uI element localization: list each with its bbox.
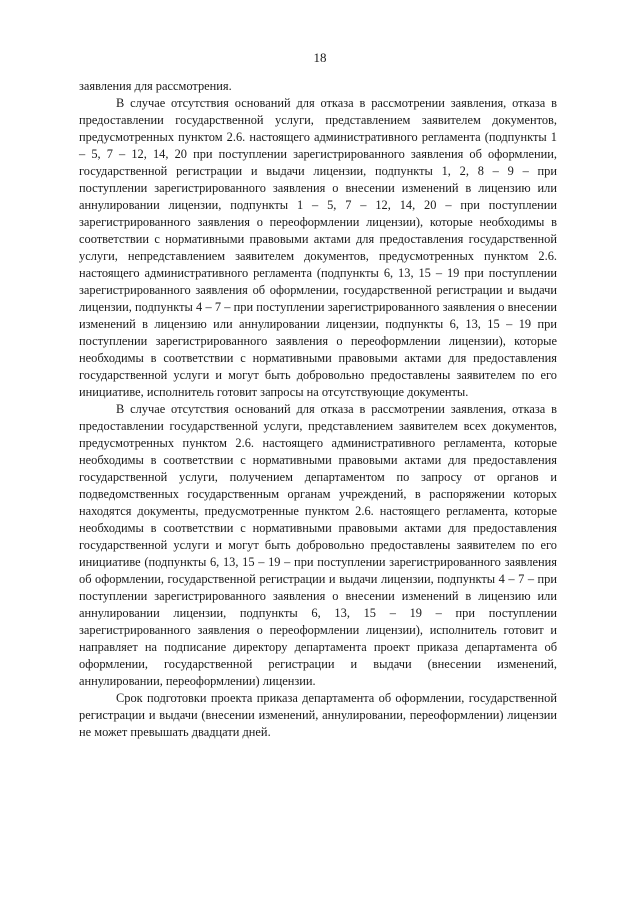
page-number: 18 (313, 50, 327, 65)
paragraph-prepare-order: В случае отсутствия оснований для отказа в рассмотрении заявления, отказа в предоставлении государственной услуги, представлением заявителем всех документов, предусмотренных пунктом 2.6. настоящего административного регламента, которые необходимы в соответствии с нормативными правовыми актами для предоставления государственной услуги, получением департаментом по запросу от органов и подведомственных государственным органам учреждений, в распоряжении которых находятся документы, предусмотренные пунктом 2.6. настоящего регламента, которые необходимы в соответствии с нормативными правовыми актами для предоставления государственной услуги и могут быть добровольно предоставлены заявителем по его инициативе (подпункты 6, 13, 15 – 19 – при поступлении зарегистрированного заявления об оформлении, государственной регистрации и выдачи лицензии, подпункты 4 – 7 – при поступлении зарегистрированного заявления о внесении изменений в лицензию или аннулировании лицензии, подпункты 6, 13, 15 – 19 – при поступлении зарегистрированного заявления о переоформлении лицензии), исполнитель готовит и направляет на подписание директору департамента проект приказа департамента об оформлении, государственной регистрации и выдачи (внесении изменений, аннулировании, переоформлении) лицензии. (79, 402, 557, 688)
paragraph-continuation: заявления для рассмотрения. (79, 79, 232, 93)
paragraph-deadline: Срок подготовки проекта приказа департамента об оформлении, государственной регистрации и выдачи (внесении изменений, аннулировании, переоформлении) лицензии не может превышать двадцати дней. (79, 691, 557, 739)
paragraph-request-documents: В случае отсутствия оснований для отказа в рассмотрении заявления, отказа в предоставлении государственной услуги, представлением заявителем документов, предусмотренных пунктом 2.6. настоящего административного регламента (подпункты 1 – 5, 7 – 12, 14, 20 при поступлении зарегистрированного заявления об оформлении, государственной регистрации и выдачи лицензии, подпункты 1, 2, 8 – 9 – при поступлении зарегистрированного заявления о внесении изменений в лицензию или аннулировании лицензии, подпункты 1 – 5, 7 – 12, 14, 20 – при поступлении зарегистрированного заявления о переоформлении лицензии), которые необходимы в соответствии с нормативными правовыми актами для предоставления государственной услуги, непредставлением заявителем документов, предусмотренных пунктом 2.6. настоящего административного регламента (подпункты 6, 13, 15 – 19 при поступлении зарегистрированного заявления об оформлении, государственной регистрации и выдачи лицензии, подпункты 4 – 7 – при поступлении зарегистрированного заявления о внесении изменений в лицензию или аннулировании лицензии, подпункты 6, 13, 15 – 19 при поступлении зарегистрированного заявления о переоформлении лицензии), которые необходимы в соответствии с нормативными правовыми актами для предоставления государственной услуги и могут быть добровольно предоставлены заявителем по его инициативе, исполнитель готовит запросы на отсутствующие документы. (79, 96, 557, 399)
document-body (79, 78, 557, 741)
